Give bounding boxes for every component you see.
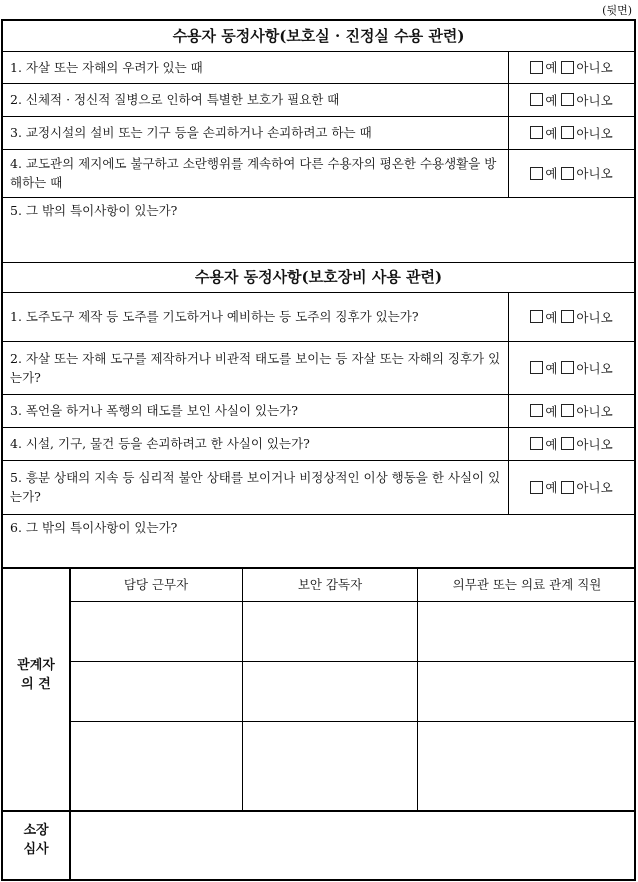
- yes-checkbox[interactable]: 예: [530, 58, 557, 76]
- section2-title: 수용자 동정사항(보호장비 사용 관련): [194, 268, 443, 286]
- opinion-duty-2[interactable]: [70, 662, 242, 721]
- no-checkbox[interactable]: 아니오: [561, 435, 612, 453]
- no-checkbox[interactable]: 아니오: [561, 478, 612, 496]
- no-checkbox[interactable]: 아니오: [561, 124, 612, 142]
- s1-question-4: 4. 교도관의 제지에도 불구하고 소란행위를 계속하여 다른 수용자의 평온한 수용생활을 방해하는 때: [3, 149, 509, 197]
- s1-question-1: 1. 자살 또는 자해의 우려가 있는 때: [3, 51, 509, 83]
- no-checkbox[interactable]: 아니오: [561, 308, 612, 326]
- s2-question-1: 1. 도주도구 제작 등 도주를 기도하거나 예비하는 등 도주의 징후가 있는가?: [3, 292, 509, 341]
- col-medical-staff: 의무관 또는 의료 관계 직원: [452, 577, 602, 592]
- review-label: 소장 심사: [23, 823, 49, 857]
- section1-title: 수용자 동정사항(보호실 · 진정실 수용 관련): [172, 27, 465, 45]
- s2-answer-3: [509, 394, 634, 427]
- opinion-medical-3[interactable]: [418, 722, 636, 810]
- opinion-duty-1[interactable]: [70, 602, 242, 661]
- no-checkbox[interactable]: 아니오: [561, 359, 612, 377]
- page-side-label: (뒷면): [602, 4, 632, 17]
- s1-other-remarks[interactable]: 5. 그 밖의 특이사항이 있는가?: [10, 203, 178, 218]
- s1-answer-3: [509, 116, 634, 149]
- opinion-security-3[interactable]: [243, 722, 417, 810]
- review-field[interactable]: [70, 811, 634, 881]
- s2-answer-2: [509, 341, 634, 394]
- opinion-medical-1[interactable]: [418, 602, 636, 661]
- yes-checkbox[interactable]: 예: [530, 478, 557, 496]
- yes-checkbox[interactable]: 예: [530, 402, 557, 420]
- s2-answer-1: [509, 292, 634, 341]
- yes-checkbox[interactable]: 예: [530, 308, 557, 326]
- s1-question-2: 2. 신체적 · 정신적 질병으로 인하여 특별한 보호가 필요한 때: [3, 83, 509, 116]
- s2-question-3: 3. 폭언을 하거나 폭행의 태도를 보인 사실이 있는가?: [3, 394, 509, 427]
- opinion-security-2[interactable]: [243, 662, 417, 721]
- s2-answer-5: [509, 460, 634, 514]
- yes-checkbox[interactable]: 예: [530, 435, 557, 453]
- opinion-security-1[interactable]: [243, 602, 417, 661]
- col-security-supervisor: 보안 감독자: [297, 577, 363, 592]
- inmate-status-form: [1, 19, 636, 881]
- yes-checkbox[interactable]: 예: [530, 91, 557, 109]
- s1-answer-2: [509, 83, 634, 116]
- no-checkbox[interactable]: 아니오: [561, 164, 612, 182]
- yes-checkbox[interactable]: 예: [530, 359, 557, 377]
- yes-checkbox[interactable]: 예: [530, 124, 557, 142]
- s2-other-remarks[interactable]: 6. 그 밖의 특이사항이 있는가?: [10, 520, 178, 535]
- no-checkbox[interactable]: 아니오: [561, 402, 612, 420]
- s2-question-4: 4. 시설, 기구, 물건 등을 손괴하려고 한 사실이 있는가?: [3, 427, 509, 460]
- yes-checkbox[interactable]: 예: [530, 164, 557, 182]
- s2-answer-4: [509, 427, 634, 460]
- s1-answer-1: [509, 51, 634, 83]
- s2-question-5: 5. 흥분 상태의 지속 등 심리적 불안 상태를 보이거나 비정상적인 이상 행동을 한 사실이 있는가?: [3, 460, 509, 514]
- opinions-label: 관계자 의 견: [17, 658, 55, 692]
- s2-question-2: 2. 자살 또는 자해 도구를 제작하거나 비관적 태도를 보이는 등 자살 또는 자해의 징후가 있는가?: [3, 341, 509, 394]
- col-duty-officer: 담당 근무자: [123, 577, 189, 592]
- no-checkbox[interactable]: 아니오: [561, 91, 612, 109]
- no-checkbox[interactable]: 아니오: [561, 58, 612, 76]
- s1-question-3: 3. 교정시설의 설비 또는 기구 등을 손괴하거나 손괴하려고 하는 때: [3, 116, 509, 149]
- opinion-medical-2[interactable]: [418, 662, 636, 721]
- opinion-duty-3[interactable]: [70, 722, 242, 810]
- s1-answer-4: [509, 149, 634, 197]
